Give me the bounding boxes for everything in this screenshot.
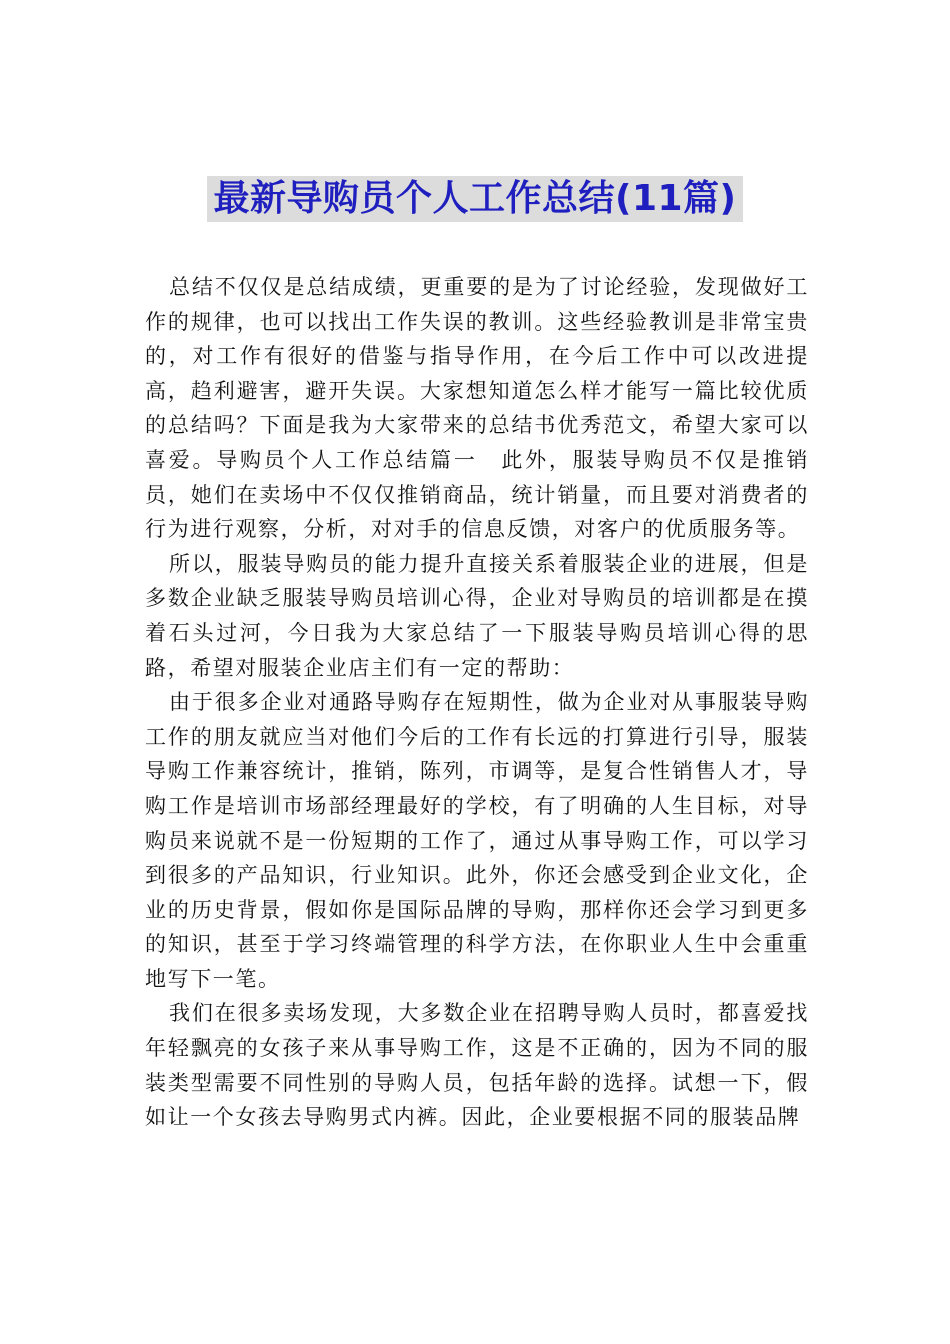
- paragraph-4: 我们在很多卖场发现，大多数企业在招聘导购人员时，都喜爱找年轻飘亮的女孩子来从事导购工作，这是不正确的，因为不同的服装类型需要不同性别的导购人员，包括年龄的选择。试想一下，假如让一个女孩去导购男式内裤。因此，企业要根据不同的服装品牌: [145, 1001, 809, 1130]
- paragraph-3: 由于很多企业对通路导购存在短期性，做为企业对从事服装导购工作的朋友就应当对他们今后的工作有长远的打算进行引导，服装导购工作兼容统计，推销，陈列，市调等，是复合性销售人才，导购工作是培训市场部经理最好的学校，有了明确的人生目标，对导购员来说就不是一份短期的工作了，通过从事导购工作，可以学习到很多的产品知识，行业知识。此外，你还会感受到企业文化，企业的历史背景，假如你是国际品牌的导购，那样你还会学习到更多的知识，甚至于学习终端管理的科学方法，在你职业人生中会重重地写下一笔。: [145, 690, 809, 991]
- paragraph-2: 所以，服装导购员的能力提升直接关系着服装企业的进展，但是多数企业缺乏服装导购员培训心得，企业对导购员的培训都是在摸着石头过河，今日我为大家总结了一下服装导购员培训心得的思路，希望对服装企业店主们有一定的帮助：: [145, 551, 809, 680]
- document-title: 最新导购员个人工作总结(11篇): [207, 176, 742, 222]
- title-container: [0, 176, 950, 222]
- document-body: [145, 270, 809, 1135]
- paragraph-1: 总结不仅仅是总结成绩，更重要的是为了讨论经验，发现做好工作的规律，也可以找出工作失误的教训。这些经验教训是非常宝贵的，对工作有很好的借鉴与指导作用，在今后工作中可以改进提高，趋利避害，避开失误。大家想知道怎么样才能写一篇比较优质的总结吗？下面是我为大家带来的总结书优秀范文，希望大家可以喜爱。导购员个人工作总结篇一 此外，服装导购员不仅是推销员，她们在卖场中不仅仅推销商品，统计销量，而且要对消费者的行为进行观察，分析，对对手的信息反馈，对客户的优质服务等。: [145, 275, 809, 542]
